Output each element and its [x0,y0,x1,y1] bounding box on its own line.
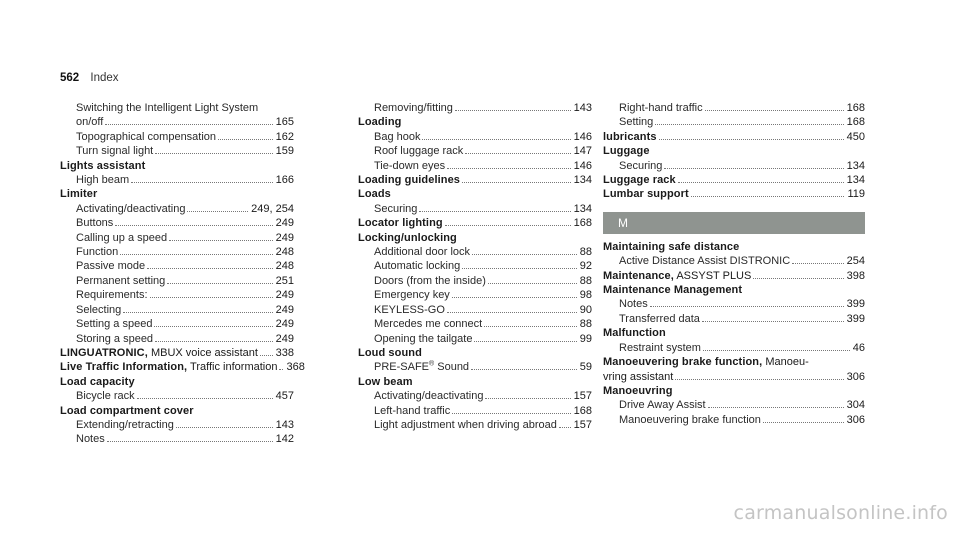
index-entry-text: Doors (from the inside) [374,274,486,287]
page-reference[interactable]: 168 [846,116,865,129]
section-letter-bar: M [603,212,865,234]
dot-leader [485,398,570,399]
index-heading-text: Luggage rack [603,174,676,187]
page-reference[interactable]: 143 [275,418,294,431]
index-entry-text: Drive Away Assist [619,399,706,412]
page-header [60,72,119,84]
index-entry-text: Activating/deactivating [374,390,484,403]
page-reference[interactable]: 147 [573,145,592,158]
page-reference[interactable]: 59 [579,361,592,374]
page-reference[interactable]: 157 [573,390,592,403]
index-subentry[interactable] [60,130,294,144]
page-reference[interactable]: 249 [275,318,294,331]
index-subentry[interactable] [60,173,294,187]
page-reference[interactable]: 368 [286,361,305,374]
index-subentry[interactable] [60,288,294,302]
index-heading-qualifier: Manoeu- [765,356,809,369]
index-heading-text: Low beam [358,375,413,388]
index-entry-text: KEYLESS-GO [374,303,445,316]
dot-leader [176,427,273,428]
page-reference[interactable]: 162 [275,130,294,143]
page-reference[interactable]: 249 [275,289,294,302]
index-heading-qualifier: Traffic information [190,361,278,374]
index-heading [603,283,865,297]
index-heading [603,240,865,254]
index-heading-text: Loads [358,188,391,201]
dot-leader [462,182,571,183]
index-subentry[interactable] [60,418,294,432]
page-reference[interactable]: 457 [275,390,294,403]
dot-leader [167,283,272,284]
dot-leader [675,379,843,380]
index-entry-text: Permanent setting [76,274,166,287]
dot-leader [559,427,571,428]
index-entry-text: Bicycle rack [76,390,135,403]
dot-leader [705,110,844,111]
dot-leader [447,168,571,169]
index-heading-text: Lights assistant [60,159,146,172]
dot-leader [445,225,571,226]
index-entry-text: PRE-SAFE [374,361,430,374]
index-subentry[interactable] [358,418,592,432]
page-reference[interactable]: 165 [275,116,294,129]
index-heading-text: Locator lighting [358,217,443,230]
page-reference[interactable]: 90 [579,303,592,316]
dot-leader [447,312,577,313]
index-entry-text: Bag hook [374,130,421,143]
dot-leader [260,355,273,356]
index-subentry[interactable] [60,115,294,129]
page-reference[interactable]: 98 [579,289,592,302]
index-entry-text: Calling up a speed [76,231,168,244]
index-heading [358,231,592,245]
dot-leader [678,182,844,183]
page-reference[interactable]: 338 [275,346,294,359]
dot-leader [484,326,577,327]
index-entry-text: Function [76,246,119,259]
index-heading-text: Maintaining safe distance [603,240,740,253]
page-reference[interactable]: 143 [573,102,592,114]
index-subentry[interactable] [358,288,592,302]
page-reference[interactable]: 306 [846,370,865,383]
index-entry-text: Notes [76,433,105,446]
page-reference[interactable]: 399 [846,298,865,311]
index-subentry[interactable] [603,312,865,326]
page-reference[interactable]: 92 [579,260,592,273]
index-entry-text: Right-hand traffic [619,102,703,114]
index-subentry[interactable] [358,130,592,144]
dot-leader [115,225,272,226]
index-subentry[interactable] [358,101,592,115]
index-entry-text: Requirements: [76,289,148,302]
index-heading[interactable] [603,269,865,283]
index-heading-text: Live Traffic Information, [60,361,188,374]
page-reference[interactable]: 306 [846,413,865,426]
index-entry-text: Topographical compensation [76,130,217,143]
index-column-3 [603,101,865,427]
index-heading-text: Malfunction [603,327,666,340]
index-subentry[interactable] [60,202,294,216]
dot-leader [120,254,272,255]
index-subentry[interactable] [60,317,294,331]
index-column-1 [60,101,305,447]
index-subentry[interactable] [603,370,865,384]
dot-leader [474,341,576,342]
index-subentry[interactable] [358,274,592,288]
index-heading [358,115,592,129]
index-heading-text: Manoeuvring [603,384,673,397]
index-subentry[interactable] [358,360,592,374]
index-entry-text: Notes [619,298,648,311]
dot-leader [703,350,850,351]
index-heading [60,159,294,173]
index-subentry[interactable] [358,332,592,346]
index-entry-text: Roof luggage rack [374,145,464,158]
dot-leader [137,398,273,399]
index-column-2 [358,101,592,432]
page-reference[interactable]: 99 [579,332,592,345]
page-reference[interactable]: 168 [573,217,592,230]
index-subentry[interactable] [358,259,592,273]
dot-leader [462,268,577,269]
dot-leader [155,153,272,154]
index-subentry[interactable] [60,274,294,288]
index-heading [603,384,865,398]
index-heading-text: Limiter [60,188,98,201]
index-subentry[interactable] [60,332,294,346]
dot-leader [472,254,577,255]
watermark: carmanualsonline.info [733,502,948,524]
index-entry-text: Light adjustment when driving abroad [374,418,557,431]
index-heading-text: Loading guidelines [358,174,461,187]
page-reference[interactable]: 134 [846,159,865,172]
index-heading-text: Lumbar support [603,188,689,201]
index-entry-text: Opening the tailgate [374,332,473,345]
index-heading [358,375,592,389]
page-number: 562 [60,72,80,84]
index-entry-text: Turn signal light [76,145,154,158]
index-heading[interactable] [358,173,592,187]
index-entry-text: Storing a speed [76,332,154,345]
index-heading[interactable] [603,173,865,187]
index-entry-text: Switching the Intelligent Light System [76,102,259,114]
index-subentry[interactable] [60,389,294,403]
index-heading-text: Maintenance, [603,269,674,282]
index-entry-text: Left-hand traffic [374,404,451,417]
index-heading-text: Manoeuvering brake function, [603,356,763,369]
index-subentry[interactable] [358,404,592,418]
page-reference[interactable]: 398 [846,269,865,282]
page-reference[interactable]: 142 [275,433,294,446]
index-entry-text: Emergency key [374,289,450,302]
index-heading-text: Load compartment cover [60,404,194,417]
page-reference[interactable]: 168 [846,102,865,114]
index-subentry[interactable] [358,245,592,259]
page-reference[interactable]: 157 [573,418,592,431]
index-heading [358,187,592,201]
dot-leader [655,124,843,125]
index-heading [60,187,294,201]
index-heading-text: LINGUATRONIC, [60,346,148,359]
page-reference[interactable]: 168 [573,404,592,417]
index-heading[interactable] [60,346,294,360]
dot-leader [708,407,844,408]
index-subentry[interactable] [60,231,294,245]
dot-leader [422,139,570,140]
index-subentry[interactable] [358,389,592,403]
dot-leader [154,326,272,327]
index-subentry[interactable] [358,202,592,216]
index-heading[interactable] [603,187,865,201]
index-subentry[interactable] [603,413,865,427]
dot-leader [691,196,845,197]
index-entry-text: Mercedes me connect [374,318,483,331]
index-subentry[interactable] [60,303,294,317]
index-entry-text: Restraint system [619,341,701,354]
dot-leader [131,182,272,183]
index-subentry[interactable] [358,303,592,317]
index-entry-text: Securing [619,159,663,172]
page-reference[interactable]: 249, 254 [251,202,294,215]
index-heading [60,404,294,418]
index-entry-text: High beam [76,174,130,187]
index-subentry[interactable] [603,398,865,412]
index-heading-text: lubricants [603,130,657,143]
page-reference[interactable]: 249 [275,332,294,345]
index-heading-text: Load capacity [60,375,135,388]
page-reference[interactable]: 248 [275,246,294,259]
dot-leader [664,168,843,169]
page-reference[interactable]: 88 [579,318,592,331]
index-subentry[interactable] [603,341,865,355]
index-subentry[interactable] [60,432,294,446]
index-subentry[interactable] [358,317,592,331]
page-reference[interactable]: 119 [847,188,865,201]
index-subentry[interactable] [60,259,294,273]
index-entry-text: Removing/fitting [374,102,453,114]
index-subentry[interactable] [603,101,865,115]
index-entry-text: Active Distance Assist DISTRONIC [619,255,791,268]
page-reference[interactable]: 304 [846,399,865,412]
index-heading-text: Locking/unlocking [358,231,457,244]
dot-leader [659,139,844,140]
index-entry-text-suffix: Sound [434,361,470,374]
index-heading [603,355,865,369]
index-entry-text: Setting [619,116,654,129]
index-entry-text: Transferred data [619,312,700,325]
index-subentry[interactable] [60,144,294,158]
index-heading-qualifier: ASSYST PLUS [676,269,752,282]
page-reference[interactable]: 134 [573,202,592,215]
index-heading[interactable] [603,130,865,144]
page-reference[interactable]: 134 [573,174,592,187]
index-entry-text: Extending/retracting [76,418,174,431]
dot-leader [452,297,577,298]
page-reference[interactable]: 159 [275,145,294,158]
index-entry-text: Automatic locking [374,260,461,273]
dot-leader [763,422,844,423]
index-subentry[interactable] [60,245,294,259]
index-subentry [60,101,294,115]
index-subentry[interactable] [358,144,592,158]
index-subentry[interactable] [603,159,865,173]
dot-leader [150,297,273,298]
dot-leader [702,321,844,322]
index-entry-text: Additional door lock [374,246,471,259]
dot-leader [471,369,577,370]
page-reference[interactable]: 146 [573,130,592,143]
index-heading [358,346,592,360]
dot-leader [465,153,570,154]
registered-mark: ® [429,360,435,368]
index-entry-text: Activating/deactivating [76,202,186,215]
page-reference[interactable]: 450 [846,130,865,143]
index-subentry[interactable] [60,216,294,230]
index-heading-qualifier: MBUX voice assistant [150,346,258,359]
index-entry-text: Selecting [76,303,122,316]
index-subentry[interactable] [603,254,865,268]
dot-leader [279,369,283,370]
index-entry-text: Securing [374,202,418,215]
dot-leader [155,341,273,342]
index-entry-text: on/off [76,116,104,129]
section-title: Index [90,72,119,84]
page-reference[interactable]: 134 [846,174,865,187]
index-heading-text: Loading [358,116,402,129]
page-reference[interactable]: 249 [275,231,294,244]
dot-leader [107,441,273,442]
dot-leader [218,139,273,140]
index-heading-text: Maintenance Management [603,284,743,297]
page-reference[interactable]: 146 [573,159,592,172]
index-entry-text: Manoeuvering brake function [619,413,761,426]
dot-leader [452,413,570,414]
dot-leader [419,211,570,212]
dot-leader [105,124,272,125]
page-reference[interactable]: 399 [846,312,865,325]
page-reference[interactable]: 251 [275,274,294,287]
dot-leader [169,240,273,241]
index-entry-text: Buttons [76,217,114,230]
index-entry-text: Passive mode [76,260,146,273]
dot-leader [488,283,577,284]
index-heading-text: Loud sound [358,346,422,359]
index-heading[interactable] [358,216,592,230]
index-entry-text: Tie-down eyes [374,159,446,172]
index-subentry[interactable] [603,115,865,129]
index-entry-text: Setting a speed [76,318,153,331]
page-reference[interactable]: 248 [275,260,294,273]
index-heading [603,326,865,340]
dot-leader [753,278,843,279]
index-subentry[interactable] [603,297,865,311]
page-reference[interactable]: 46 [852,341,865,354]
index-heading-text: Luggage [603,145,650,158]
page-reference[interactable]: 166 [275,174,294,187]
dot-leader [147,268,273,269]
dot-leader [650,306,844,307]
dot-leader [455,110,571,111]
index-heading [60,375,294,389]
index-entry-text: vring assistant [603,370,674,383]
page-reference[interactable]: 88 [579,274,592,287]
dot-leader [123,312,272,313]
index-subentry[interactable] [358,159,592,173]
page-reference[interactable]: 254 [846,255,865,268]
page-reference[interactable]: 249 [275,303,294,316]
page-reference[interactable]: 249 [275,217,294,230]
index-heading[interactable] [60,360,305,374]
index-heading [603,144,865,158]
dot-leader [187,211,248,212]
dot-leader [792,263,843,264]
page-reference[interactable]: 88 [579,246,592,259]
